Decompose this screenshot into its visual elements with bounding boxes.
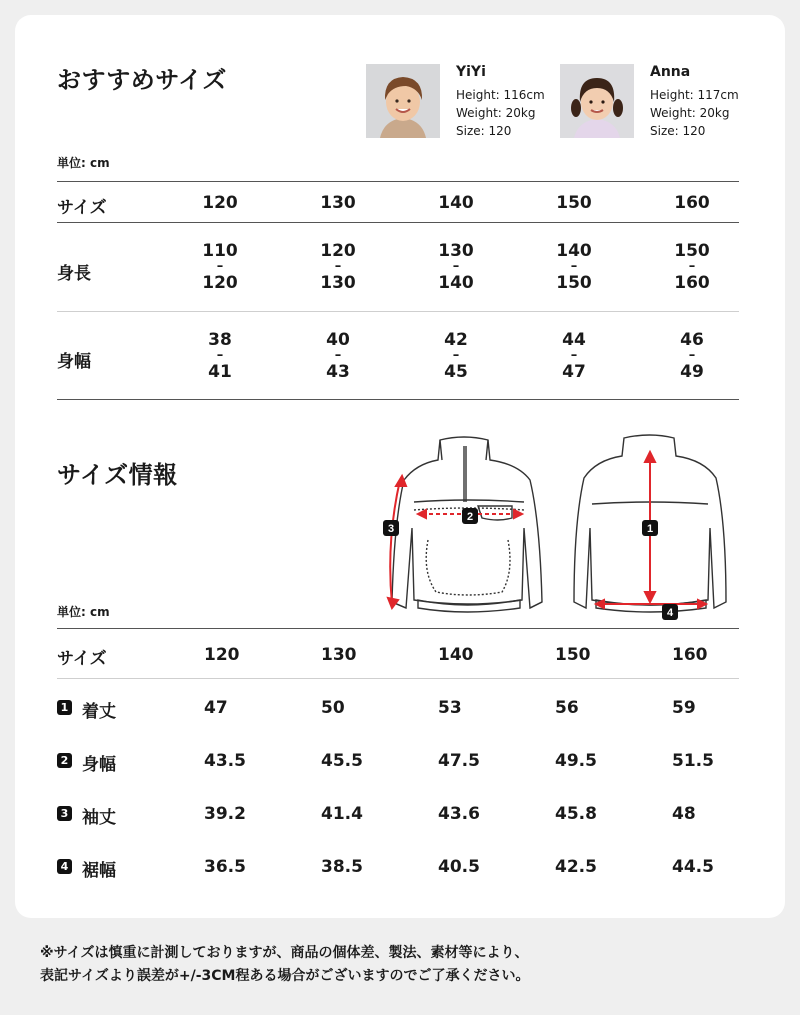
size-col-120: 120 — [202, 193, 238, 213]
hem-140: 40.5 — [438, 857, 480, 877]
badge-4: 4 — [666, 607, 674, 619]
height-range-160: 150 – 160 — [674, 241, 710, 293]
height-range-120: 110 – 120 — [202, 241, 238, 293]
badge-1: 1 — [57, 700, 72, 715]
length-120: 47 — [204, 698, 228, 718]
chest-140: 47.5 — [438, 751, 480, 771]
row-label-sleeve-length: 袖丈 — [82, 808, 116, 828]
row-label-hem-width: 裾幅 — [82, 861, 116, 881]
row-label-length: 着丈 — [82, 702, 116, 722]
badge-4: 4 — [57, 859, 72, 874]
badge-3: 3 — [387, 523, 395, 535]
table-rule — [57, 678, 739, 679]
model-name: Anna — [650, 64, 691, 80]
model-size: Size: 120 — [650, 124, 706, 138]
footnote-line-1: ※サイズは慎重に計測しておりますが、商品の個体差、製法、素材等により、 — [40, 945, 529, 961]
model-weight: Weight: 20kg — [650, 106, 730, 120]
sleeve-150: 45.8 — [555, 804, 597, 824]
table-bottom-rule — [57, 399, 739, 400]
model-weight: Weight: 20kg — [456, 106, 536, 120]
hem-120: 36.5 — [204, 857, 246, 877]
badge-3: 3 — [57, 806, 72, 821]
size-col-150: 150 — [555, 645, 591, 665]
model-height: Height: 117cm — [650, 88, 739, 102]
model-photo-yiyi — [366, 64, 440, 138]
unit-label: 単位: cm — [57, 605, 110, 619]
model-card-anna — [560, 64, 760, 144]
jacket-front-drawing — [392, 437, 542, 612]
size-info-title: サイズ情報 — [57, 461, 178, 489]
height-range-130: 120 – 130 — [320, 241, 356, 293]
table-rule — [57, 311, 739, 312]
model-size: Size: 120 — [456, 124, 512, 138]
table-top-rule — [57, 181, 739, 182]
size-col-150: 150 — [556, 193, 592, 213]
table-rule — [57, 222, 739, 223]
hem-130: 38.5 — [321, 857, 363, 877]
chest-range-130: 40 – 43 — [326, 330, 350, 382]
length-140: 53 — [438, 698, 462, 718]
table-top-rule — [57, 628, 739, 629]
model-photo-anna — [560, 64, 634, 138]
length-160: 59 — [672, 698, 696, 718]
size-header-label: サイズ — [57, 198, 107, 218]
height-range-150: 140 – 150 — [556, 241, 592, 293]
recommended-size-title: おすすめサイズ — [57, 66, 227, 94]
chest-150: 49.5 — [555, 751, 597, 771]
chest-range-120: 38 – 41 — [208, 330, 232, 382]
badge-2: 2 — [466, 511, 474, 523]
height-range-140: 130 – 140 — [438, 241, 474, 293]
sleeve-140: 43.6 — [438, 804, 480, 824]
badge-1: 1 — [646, 523, 654, 535]
garment-measurement-diagram — [378, 432, 730, 622]
size-col-120: 120 — [204, 645, 240, 665]
chest-160: 51.5 — [672, 751, 714, 771]
size-header-label: サイズ — [57, 649, 107, 669]
size-col-140: 140 — [438, 645, 474, 665]
row-label-chest-width: 身幅 — [57, 352, 91, 372]
model-card-yiyi — [366, 64, 566, 144]
model-height: Height: 116cm — [456, 88, 545, 102]
sleeve-130: 41.4 — [321, 804, 363, 824]
sleeve-120: 39.2 — [204, 804, 246, 824]
chest-120: 43.5 — [204, 751, 246, 771]
chest-130: 45.5 — [321, 751, 363, 771]
hem-150: 42.5 — [555, 857, 597, 877]
length-150: 56 — [555, 698, 579, 718]
size-col-160: 160 — [674, 193, 710, 213]
row-label-height: 身長 — [57, 264, 91, 284]
chest-range-150: 44 – 47 — [562, 330, 586, 382]
chest-range-160: 46 – 49 — [680, 330, 704, 382]
model-name: YiYi — [456, 64, 486, 80]
chest-range-140: 42 – 45 — [444, 330, 468, 382]
size-col-160: 160 — [672, 645, 708, 665]
footnote-line-2: 表記サイズより誤差が+/-3CM程ある場合がございますのでご了承ください。 — [40, 968, 530, 984]
size-col-130: 130 — [321, 645, 357, 665]
row-label-chest-width: 身幅 — [82, 755, 116, 775]
badge-2: 2 — [57, 753, 72, 768]
length-130: 50 — [321, 698, 345, 718]
hem-160: 44.5 — [672, 857, 714, 877]
sleeve-160: 48 — [672, 804, 696, 824]
size-col-140: 140 — [438, 193, 474, 213]
unit-label: 単位: cm — [57, 156, 110, 170]
size-col-130: 130 — [320, 193, 356, 213]
measure-lines — [388, 452, 706, 608]
